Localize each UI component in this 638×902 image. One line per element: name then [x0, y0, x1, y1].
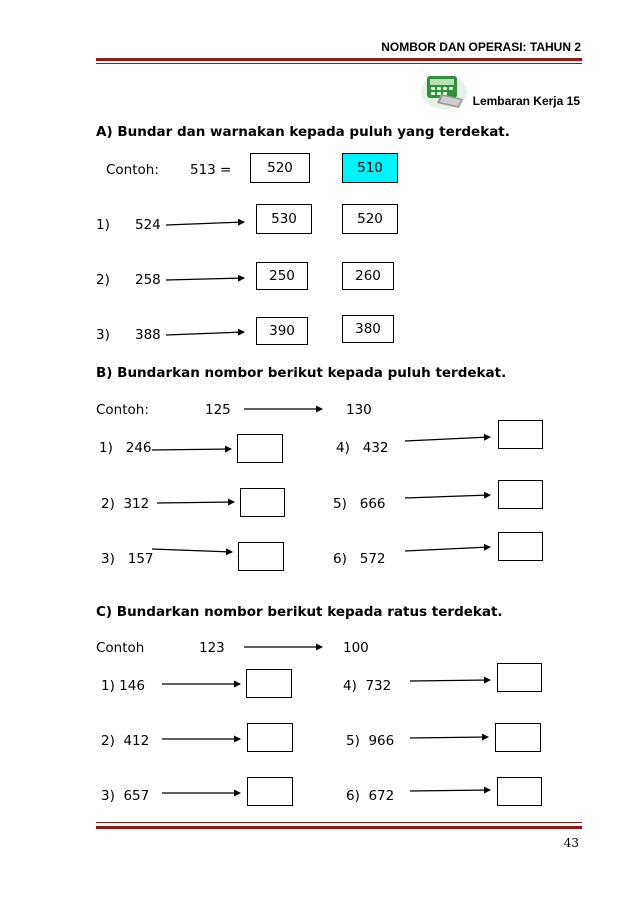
section-a-heading: A) Bundar dan warnakan kepada puluh yang terdekat. — [96, 124, 510, 140]
item-value: 732 — [365, 678, 392, 694]
item-value: 246 — [125, 440, 152, 456]
example-value: 125 — [205, 402, 231, 418]
option-box[interactable]: 260 — [342, 262, 394, 290]
footer-rule-thin — [96, 822, 582, 823]
arrow — [405, 495, 490, 498]
option-box[interactable]: 390 — [256, 317, 308, 345]
item-number: 5) — [333, 496, 347, 512]
section-c-heading: C) Bundarkan nombor berikut kepada ratus terdekat. — [96, 604, 503, 620]
item-value: 666 — [359, 496, 386, 512]
item-number: 1) — [96, 217, 110, 233]
option-box[interactable]: 250 — [256, 262, 308, 290]
footer-rule — [96, 826, 582, 829]
example-label: Contoh: — [96, 402, 149, 418]
arrow — [152, 449, 231, 450]
item-number: 4) — [343, 678, 357, 694]
arrow — [410, 737, 488, 738]
option-box[interactable]: 380 — [342, 315, 394, 343]
item-value: 388 — [135, 327, 161, 343]
item-number: 2) — [101, 733, 115, 749]
example-expression: 513 = — [190, 162, 232, 178]
arrow — [405, 547, 490, 551]
item-number: 5) — [346, 733, 360, 749]
arrow — [152, 549, 232, 552]
item-number: 1) — [99, 440, 113, 456]
item-number: 2) — [96, 272, 110, 288]
item-value: 146 — [119, 678, 145, 694]
arrow — [410, 680, 490, 681]
option-box[interactable]: 530 — [256, 204, 312, 234]
item-number: 2) — [101, 496, 115, 512]
item-value: 657 — [123, 788, 150, 804]
arrow — [166, 332, 244, 335]
option-box[interactable]: 520 — [342, 204, 398, 234]
example-option-box: 520 — [250, 153, 310, 183]
document-title: NOMBOR DAN OPERASI: TAHUN 2 — [381, 40, 581, 54]
item-number: 3) — [96, 327, 110, 343]
section-b-heading: B) Bundarkan nombor berikut kepada puluh terdekat. — [96, 365, 507, 381]
item-value: 966 — [368, 733, 395, 749]
page-number: 43 — [563, 836, 579, 850]
example-value: 123 — [199, 640, 225, 656]
item-number: 1) — [101, 678, 115, 694]
item-number: 6) — [346, 788, 360, 804]
arrow — [166, 222, 244, 225]
item-value: 412 — [123, 733, 150, 749]
item-number: 3) — [101, 551, 115, 567]
item-value: 258 — [135, 272, 161, 288]
arrow — [405, 437, 490, 441]
example-answer: 130 — [346, 402, 372, 418]
arrow — [166, 278, 244, 280]
item-value: 432 — [362, 440, 389, 456]
arrow — [410, 790, 490, 791]
item-number: 3) — [101, 788, 115, 804]
item-value: 157 — [127, 551, 154, 567]
item-value: 572 — [359, 551, 386, 567]
item-value: 524 — [135, 217, 161, 233]
item-number: 4) — [336, 440, 350, 456]
example-label: Contoh: — [106, 162, 159, 178]
arrow — [157, 502, 234, 503]
example-answer: 100 — [343, 640, 369, 656]
item-number: 6) — [333, 551, 347, 567]
example-label: Contoh — [96, 640, 145, 656]
worksheet-label: Lembaran Kerja 15 — [472, 94, 580, 108]
example-option-box-highlighted: 510 — [342, 153, 398, 183]
item-value: 672 — [368, 788, 395, 804]
item-value: 312 — [123, 496, 150, 512]
